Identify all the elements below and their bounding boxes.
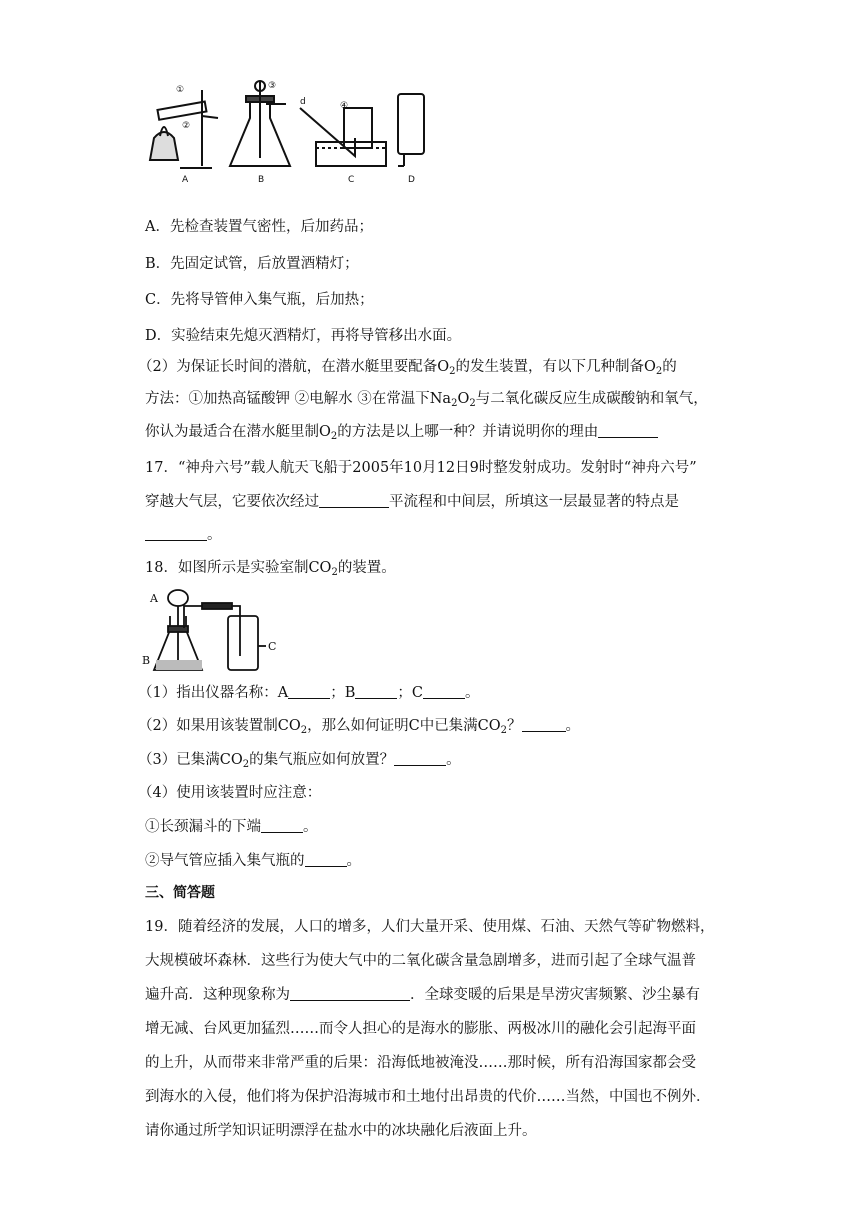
answer-blank[interactable] — [305, 852, 347, 867]
q17-line2: 穿越大气层，它要依次经过 平流程和中间层，所填这一层最显著的特点是 — [145, 494, 679, 510]
answer-blank[interactable] — [261, 818, 303, 833]
q19-line7: 请你通过所学知识证明漂浮在盐水中的冰块融化后液面上升。 — [145, 1123, 537, 1139]
fig1-label-d: d — [300, 97, 306, 107]
answer-blank[interactable] — [355, 684, 397, 699]
q16-part2-line3: 你认为最适合在潜水艇里制$O_2$的方法是以上哪一种？并请说明你的理由 — [145, 422, 658, 447]
fig1-label-n3: ③ — [268, 81, 277, 91]
section-heading: 三、简答题 — [145, 885, 215, 901]
q19-line5: 的上升，从而带来非常严重的后果：沿海低地被淹没……那时候，所有沿海国家都会受 — [145, 1055, 696, 1071]
fig2-label-C: C — [268, 640, 277, 653]
q16-part2-line1: （2）为保证长时间的潜航，在潜水艇里要配备$O_2$的发生装置，有以下几种制备$O_2$的 — [138, 359, 677, 377]
fig2-label-A: A — [150, 592, 158, 605]
q16-option-b: B．先固定试管，后放置酒精灯； — [145, 256, 359, 272]
fig1-label-n4: ④ — [340, 101, 349, 111]
q16-option-a: A．先检查装置气密性，后加药品； — [145, 219, 373, 235]
q16-option-c: C．先将导管伸入集气瓶，后加热； — [145, 292, 374, 308]
answer-blank[interactable] — [288, 684, 330, 699]
q19-line3: 遍升高．这种现象称为 ．全球变暖的后果是旱涝灾害频繁、沙尘暴有 — [145, 987, 700, 1003]
co2-apparatus-figure — [140, 586, 280, 676]
answer-blank[interactable] — [598, 423, 658, 438]
q18-note1: ①长颈漏斗的下端 。 — [145, 819, 318, 835]
answer-blank[interactable] — [145, 526, 207, 541]
apparatus-figure-1 — [140, 78, 440, 188]
q19-line6: 到海水的入侵，他们将为保护沿海城市和土地付出昂贵的代价……当然，中国也不例外． — [145, 1089, 711, 1105]
answer-blank[interactable] — [522, 717, 566, 732]
q19-line1: 19．随着经济的发展，人口的增多，人们大量开采、使用煤、石油、天然气等矿物燃料， — [145, 919, 715, 935]
q19-line4: 增无减、台风更加猛烈……而令人担心的是海水的膨胀、两极冰川的融化会引起海平面 — [145, 1021, 696, 1037]
q18-note2: ②导气管应插入集气瓶的 。 — [145, 853, 361, 869]
answer-blank[interactable] — [394, 751, 446, 766]
answer-blank[interactable] — [319, 493, 389, 508]
q18-part2: （2）如果用该装置制$CO_2$，那么如何证明C中已集满$CO_2$？ 。 — [138, 718, 581, 736]
fig1-label-D: D — [408, 175, 415, 185]
q16-option-d: D．实验结束先熄灭酒精灯，再将导管移出水面。 — [145, 328, 462, 344]
q18-part3: （3）已集满$CO_2$的集气瓶应如何放置？ 。 — [138, 752, 461, 770]
q18-title: 18．如图所示是实验室制$CO_2$的装置。 — [145, 560, 396, 578]
answer-blank[interactable] — [290, 986, 410, 1001]
fig1-label-n2: ② — [182, 121, 191, 131]
fig1-label-C: C — [348, 175, 355, 185]
fig1-label-B: B — [258, 175, 265, 185]
q18-part1: （1）指出仪器名称：A ；B ；C 。 — [138, 685, 480, 701]
q16-part2-line2: 方法：①加热高锰酸钾 ②电解水 ③在常温下$Na_2O_2$与二氧化碳反应生成碳酸钠和氧气， — [145, 391, 708, 409]
answer-blank[interactable] — [423, 684, 465, 699]
q17-line3: 。 — [145, 525, 222, 545]
q18-part4: （4）使用该装置时应注意： — [138, 785, 322, 801]
fig1-label-A: A — [182, 175, 189, 185]
fig2-label-B: B — [142, 654, 151, 667]
q19-line2: 大规模破坏森林．这些行为使大气中的二氧化碳含量急剧增多，进而引起了全球气温普 — [145, 953, 696, 969]
fig1-label-n1: ① — [176, 85, 185, 95]
q17-line1: 17．“神舟六号”载人航天飞船于2005年10月12日9时整发射成功。发射时“神舟六号” — [145, 460, 697, 476]
